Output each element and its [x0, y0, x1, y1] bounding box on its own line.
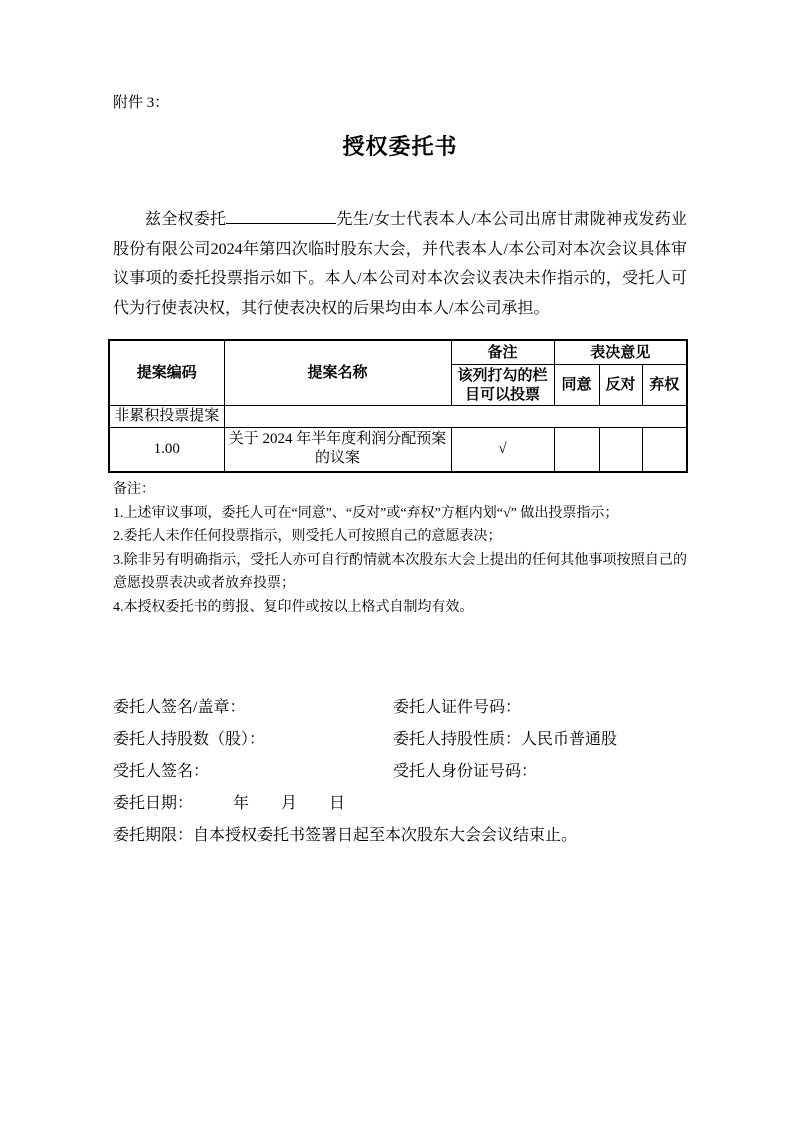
intro-prefix: 兹全权委托	[145, 211, 227, 228]
document-content	[113, 93, 687, 857]
proposal-code-header: 提案编码	[109, 340, 224, 405]
client-share-type-label: 委托人持股性质：人民币普通股	[393, 731, 618, 748]
notes-section	[113, 478, 687, 619]
duration-line: 委托期限：自本授权委托书签署日起至本次股东大会会议结束止。	[113, 827, 578, 844]
vote-opinion-header: 表决意见	[554, 340, 687, 364]
section-label-cell: 非累积投票提案	[109, 405, 224, 427]
note-item: 4.本授权委托书的剪报、复印件或按以上格式自制均有效。	[113, 599, 474, 615]
section-empty-cell	[224, 405, 687, 427]
client-shares-label: 委托人持股数（股）：	[113, 731, 266, 748]
trustee-id-label: 受托人身份证号码：	[393, 763, 538, 780]
against-cell	[599, 427, 642, 472]
abstain-cell	[642, 427, 687, 472]
agree-cell	[554, 427, 599, 472]
signature-section	[113, 697, 687, 847]
intro-suffix: 先生/女士代表本人/本公司出席甘肃陇神戎发药业股份有限公司2024年第四次临时股东大会，并代表本人/本公司对本次会议具体审议事项的委托投票指示如下。本人/本公司对本次会议表决未作指示的，受托人可代为行使表决权，其行使表决权的后果均由本人/本公司承担。	[113, 211, 687, 317]
proposal-row	[109, 427, 687, 472]
document-title: 授权委托书	[342, 134, 458, 159]
note-item: 1.上述审议事项，委托人可在“同意”、“反对”或“弃权”方框内划“√” 做出投票指示；	[113, 505, 619, 521]
grantee-name-blank	[226, 209, 336, 224]
signature-row	[113, 729, 687, 751]
trustee-sign-label: 受托人签名：	[113, 763, 210, 780]
abstain-header: 弃权	[642, 364, 687, 405]
agree-header: 同意	[554, 364, 599, 405]
signature-row	[113, 793, 687, 815]
proposal-name-header: 提案名称	[224, 340, 451, 405]
client-id-label: 委托人证件号码：	[393, 699, 522, 716]
remark-header: 备注	[451, 340, 554, 364]
signature-row	[113, 761, 687, 783]
note-item: 2.委托人未作任何投票指示，则受托人可按照自己的意愿表决；	[113, 529, 502, 544]
proposals-table	[108, 339, 688, 473]
against-header: 反对	[599, 364, 642, 405]
intro-paragraph	[113, 205, 687, 323]
remark-check-cell: √	[451, 427, 554, 472]
date-line: 委托日期： 年 月 日	[113, 795, 346, 812]
signature-row	[113, 697, 687, 719]
section-row	[109, 405, 687, 427]
note-item: 3.除非另有明确指示，受托人亦可自行酌情就本次股东大会上提出的任何其他事项按照自己的意愿投票表决或者放弃投票；	[113, 552, 687, 591]
proposal-name-cell: 关于 2024 年半年度利润分配预案的议案	[224, 427, 451, 472]
remark-subheader: 该列打勾的栏目可以投票	[451, 364, 554, 405]
proposal-code-cell: 1.00	[109, 427, 224, 472]
notes-label: 备注：	[113, 482, 155, 497]
client-sign-label: 委托人签名/盖章：	[113, 699, 246, 716]
attachment-label: 附件 3：	[113, 95, 170, 111]
signature-row	[113, 825, 687, 847]
